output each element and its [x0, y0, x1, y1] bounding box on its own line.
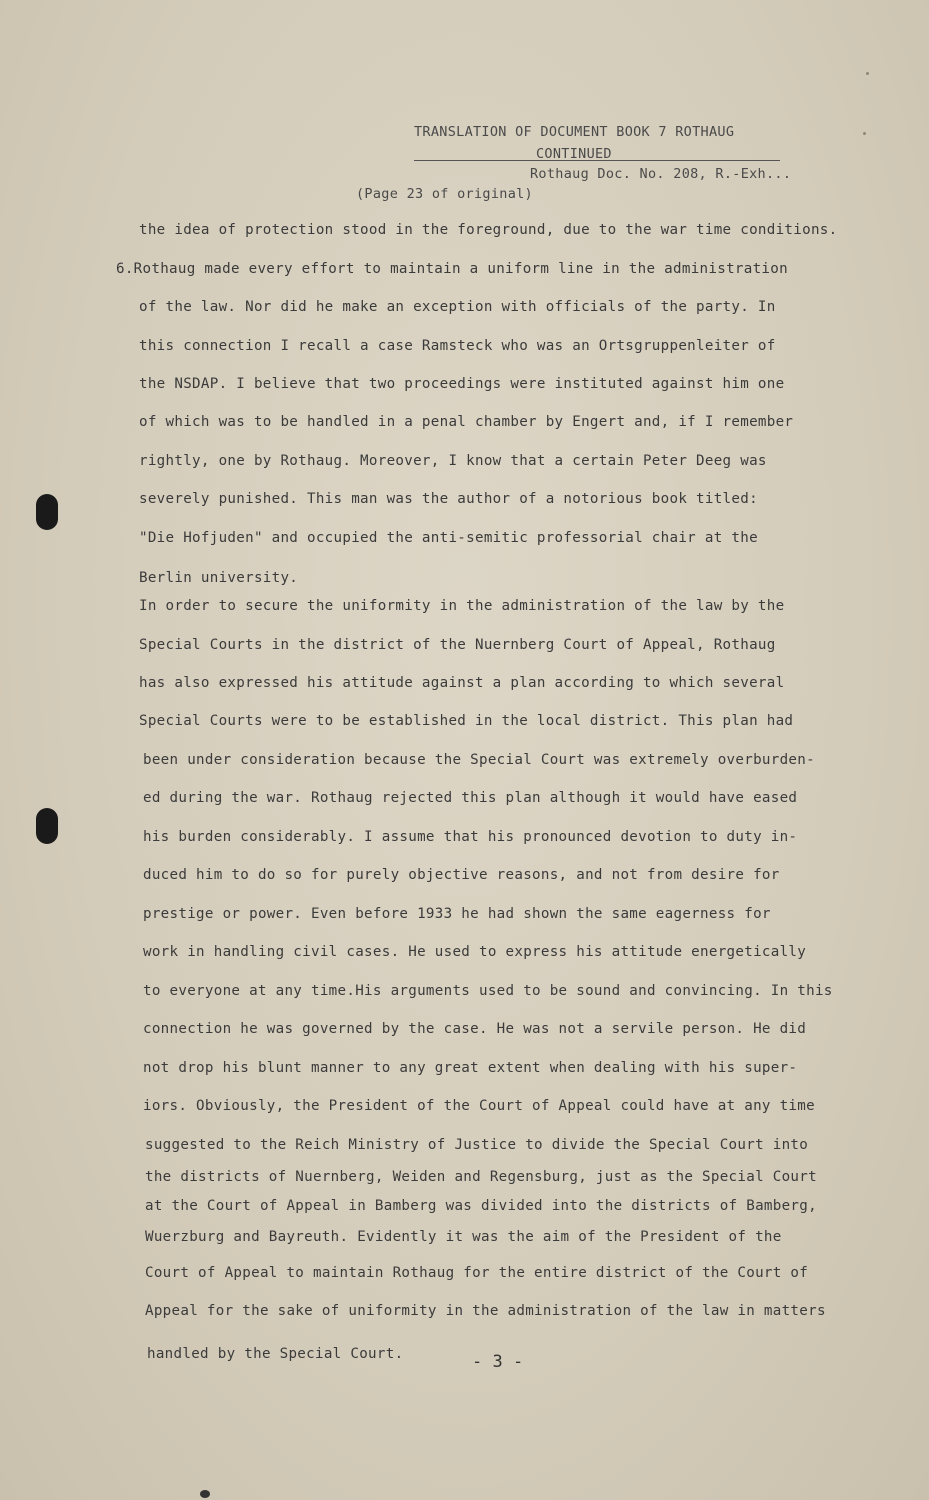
body-line: iors. Obviously, the President of the Court of Appeal could have at any time	[143, 1098, 815, 1114]
body-line: connection he was governed by the case. He was not a servile person. He did	[143, 1021, 807, 1037]
body-line: work in handling civil cases. He used to express his attitude energetically	[143, 944, 807, 960]
binder-hole-top	[36, 494, 58, 530]
header-doc-ref: Rothaug Doc. No. 208, R.-Exh...	[530, 166, 792, 182]
header-rule-left	[414, 160, 518, 161]
body-line: In order to secure the uniformity in the administration of the law by the	[139, 598, 785, 614]
body-line: prestige or power. Even before 1933 he had shown the same eagerness for	[143, 906, 771, 922]
body-line: been under consideration because the Special Court was extremely overburden-	[143, 752, 815, 768]
body-line: Wuerzburg and Bayreuth. Evidently it was the aim of the President of the	[145, 1229, 782, 1245]
body-line: of which was to be handled in a penal chamber by Engert and, if I remember	[139, 414, 794, 430]
body-line: Appeal for the sake of uniformity in the administration of the law in matters	[145, 1303, 826, 1319]
body-line: his burden considerably. I assume that his pronounced devotion to duty in-	[143, 829, 798, 845]
body-line: this connection I recall a case Ramsteck who was an Ortsgruppenleiter of	[139, 338, 776, 354]
body-line: not drop his blunt manner to any great extent when dealing with his super-	[143, 1060, 798, 1076]
page-number: - 3 -	[472, 1352, 524, 1372]
body-line: the idea of protection stood in the foreground, due to the war time conditions.	[139, 222, 838, 238]
body-line: to everyone at any time.His arguments used to be sound and convincing. In this	[143, 983, 833, 999]
header-page-ref: (Page 23 of original)	[356, 186, 533, 202]
body-line: ed during the war. Rothaug rejected this plan although it would have eased	[143, 790, 798, 806]
header-rule-underline	[518, 160, 780, 161]
body-line: Court of Appeal to maintain Rothaug for the entire district of the Court of	[145, 1265, 809, 1281]
body-line: the districts of Nuernberg, Weiden and Regensburg, just as the Special Court	[145, 1169, 817, 1185]
body-line: of the law. Nor did he make an exception with officials of the party. In	[139, 299, 776, 315]
body-line: the NSDAP. I believe that two proceedings were instituted against him one	[139, 376, 785, 392]
body-line: rightly, one by Rothaug. Moreover, I know that a certain Peter Deeg was	[139, 453, 767, 469]
body-line: duced him to do so for purely objective reasons, and not from desire for	[143, 867, 780, 883]
body-line: Special Courts in the district of the Nuernberg Court of Appeal, Rothaug	[139, 637, 776, 653]
header-continued: CONTINUED	[536, 146, 612, 162]
header-title: TRANSLATION OF DOCUMENT BOOK 7 ROTHAUG	[414, 124, 735, 140]
body-line: Berlin university.	[139, 570, 299, 586]
scan-speck	[863, 132, 866, 135]
body-line: severely punished. This man was the author of a notorious book titled:	[139, 491, 758, 507]
binder-hole-bottom	[36, 808, 58, 844]
scan-speck	[200, 1490, 210, 1498]
body-line: "Die Hofjuden" and occupied the anti-semitic professorial chair at the	[139, 530, 758, 546]
body-line: suggested to the Reich Ministry of Justice to divide the Special Court into	[145, 1137, 809, 1153]
body-line: Special Courts were to be established in the local district. This plan had	[139, 713, 794, 729]
body-line: has also expressed his attitude against a plan according to which several	[139, 675, 785, 691]
body-line: 6.Rothaug made every effort to maintain a uniform line in the administration	[116, 261, 788, 277]
body-line: handled by the Special Court.	[147, 1346, 404, 1362]
scan-speck	[866, 72, 869, 75]
body-line: at the Court of Appeal in Bamberg was divided into the districts of Bamberg,	[145, 1198, 817, 1214]
